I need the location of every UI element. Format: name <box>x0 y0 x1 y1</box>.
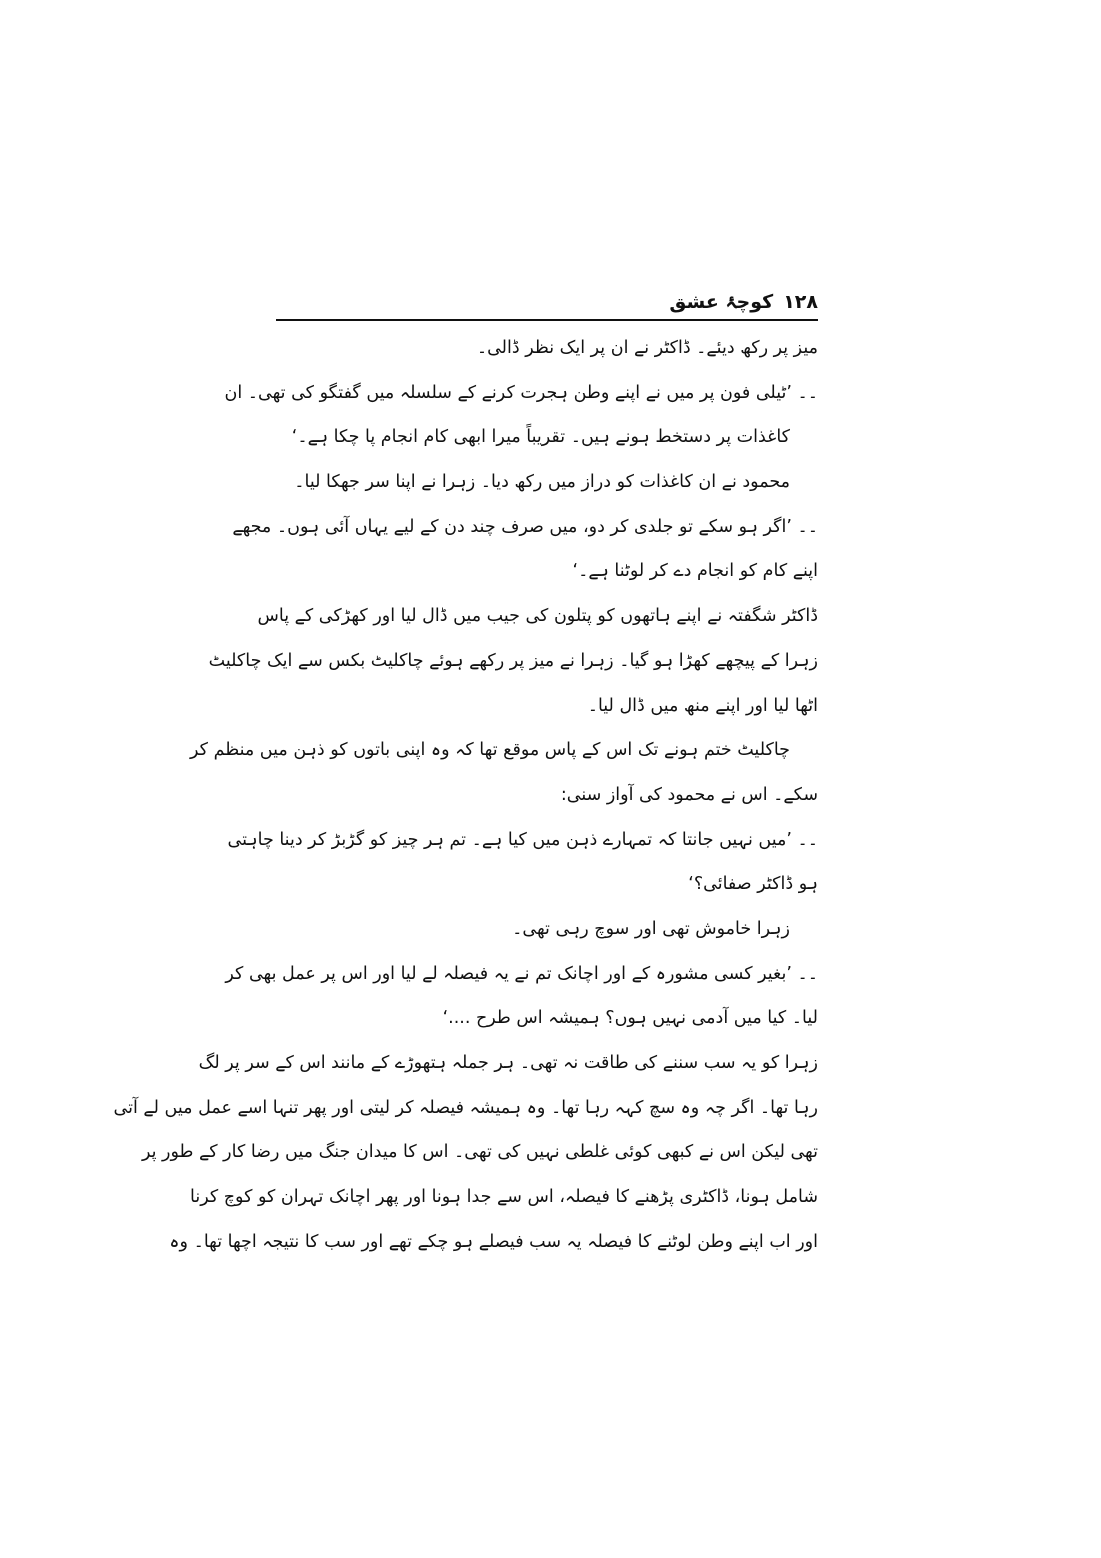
text-line: ۔۔ ’اگر ہو سکے تو جلدی کر دو، میں صرف چند دن کے لیے یہاں آئی ہوں۔ مجھے <box>232 516 818 537</box>
book-title: کوچۂ عشق <box>669 291 774 313</box>
text-line: سکے۔ اس نے محمود کی آواز سنی: <box>560 784 818 805</box>
text-line: زہرا کے پیچھے کھڑا ہو گیا۔ زہرا نے میز پر رکھے ہوئے چاکلیٹ بکس سے ایک چاکلیٹ <box>208 650 818 671</box>
text-line: ۔۔ ’میں نہیں جانتا کہ تمہارے ذہن میں کیا ہے۔ تم ہر چیز کو گڑبڑ کر دینا چاہتی <box>227 829 818 850</box>
text-line: میز پر رکھ دیئے۔ ڈاکٹر نے ان پر ایک نظر ڈالی۔ <box>476 338 818 358</box>
text-line: رہا تھا۔ اگر چہ وہ سچ کہہ رہا تھا۔ وہ ہمیشہ فیصلہ کر لیتی اور پھر تنہا اسے عمل میں لے آتی <box>113 1097 818 1118</box>
text-line: ۔۔ ’بغیر کسی مشورہ کے اور اچانک تم نے یہ فیصلہ لے لیا اور اس پر عمل بھی کر <box>225 963 818 984</box>
text-line: اپنے کام کو انجام دے کر لوٹنا ہے۔‘ <box>572 561 818 582</box>
text-line: تھی لیکن اس نے کبھی کوئی غلطی نہیں کی تھی۔ اس کا میدان جنگ میں رضا کار کے طور پر <box>141 1142 818 1163</box>
text-line: ۔۔ ’ٹیلی فون پر میں نے اپنے وطن ہجرت کرنے کے سلسلہ میں گفتگو کی تھی۔ ان <box>224 382 818 403</box>
text-line: اور اب اپنے وطن لوٹنے کا فیصلہ یہ سب فیصلے ہو چکے تھے اور سب کا نتیجہ اچھا تھا۔ وہ <box>169 1231 818 1252</box>
text-line: محمود نے ان کاغذات کو دراز میں رکھ دیا۔ زہرا نے اپنا سر جھکا لیا۔ <box>294 472 790 493</box>
text-line: ڈاکٹر شگفتہ نے اپنے ہاتھوں کو پتلون کی جیب میں ڈال لیا اور کھڑکی کے پاس <box>257 606 818 627</box>
text-line: زہرا خاموش تھی اور سوچ رہی تھی۔ <box>512 918 790 939</box>
page-number: ۱۲۸ <box>783 291 818 313</box>
text-line: کاغذات پر دستخط ہونے ہیں۔ تقریباً میرا ابھی کام انجام پا چکا ہے۔‘ <box>291 427 790 448</box>
text-line: شامل ہونا، ڈاکٹری پڑھنے کا فیصلہ، اس سے جدا ہونا اور پھر اچانک تہران کو کوچ کرنا <box>190 1187 818 1208</box>
header-divider <box>276 319 818 321</box>
text-line: زہرا کو یہ سب سننے کی طاقت نہ تھی۔ ہر جملہ ہتھوڑے کے مانند اس کے سر پر لگ <box>198 1053 818 1073</box>
text-line: چاکلیٹ ختم ہونے تک اس کے پاس موقع تھا کہ وہ اپنی باتوں کو ذہن میں منظم کر <box>190 740 790 761</box>
text-line: ہو ڈاکٹر صفائی؟‘ <box>688 874 818 895</box>
text-line: لیا۔ کیا میں آدمی نہیں ہوں؟ ہمیشہ اس طرح ....‘ <box>442 1008 818 1029</box>
text-line: اٹھا لیا اور اپنے منھ میں ڈال لیا۔ <box>587 695 818 716</box>
body-text <box>113 326 818 1264</box>
running-header <box>276 283 818 313</box>
